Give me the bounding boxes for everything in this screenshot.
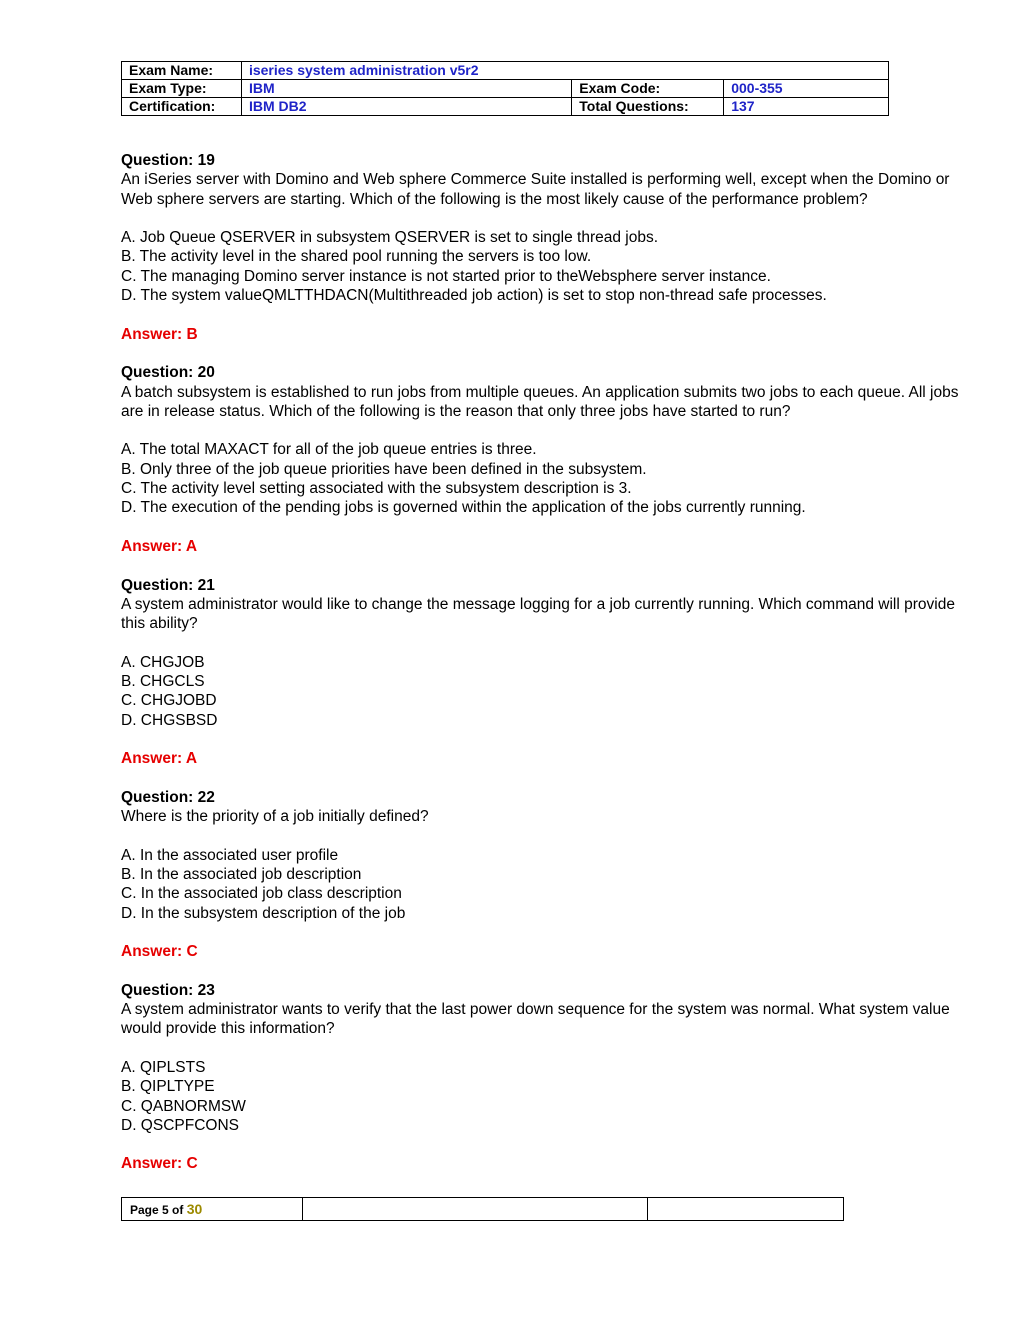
answer-options — [121, 1058, 981, 1135]
option-d: D. CHGSBSD — [121, 711, 218, 729]
exam-name-label: Exam Name: — [122, 62, 242, 80]
option-c: C. In the associated job class description — [121, 885, 402, 903]
option-c: C. QABNORMSW — [121, 1097, 246, 1115]
question-block — [121, 788, 981, 962]
exam-name-value: iseries system administration v5r2 — [241, 62, 888, 80]
option-a: A. In the associated user profile — [121, 846, 339, 864]
question-title: Question: 21 — [121, 576, 215, 594]
footer-table — [121, 1197, 844, 1221]
exam-type-value: IBM — [241, 80, 571, 98]
question-title: Question: 19 — [121, 152, 215, 169]
option-b: B. QIPLTYPE — [121, 1078, 215, 1096]
footer-cell-empty — [648, 1198, 844, 1221]
option-b: B. In the associated job description — [121, 865, 362, 883]
answer-options — [121, 228, 981, 305]
exam-type-label: Exam Type: — [122, 80, 242, 98]
question-title: Question: 23 — [121, 981, 215, 999]
question-text: A system administrator would like to change the message logging for a job currently running. Which command will provide this ability? — [121, 595, 955, 633]
total-pages: 30 — [186, 1201, 203, 1217]
question-block — [121, 981, 981, 1174]
answer-options — [121, 653, 981, 730]
answer-options — [121, 846, 981, 923]
total-questions-value: 137 — [724, 98, 889, 116]
option-b: B. CHGCLS — [121, 673, 205, 691]
option-b: B. Only three of the job queue priorities have been defined in the subsystem. — [121, 460, 647, 478]
certification-value: IBM DB2 — [241, 98, 571, 116]
answer-text: Answer: A — [121, 537, 198, 555]
question-text: A batch subsystem is established to run jobs from multiple queues. An application submits two jobs to each queue. All jobs are in release status. Which of the following is the reason that only three jobs have started to run? — [121, 383, 959, 420]
exam-code-value: 000-355 — [724, 80, 889, 98]
exam-info-table — [121, 61, 889, 116]
question-block — [121, 151, 981, 344]
question-title: Question: 20 — [121, 364, 215, 382]
question-title: Question: 22 — [121, 788, 215, 806]
option-a: A. QIPLSTS — [121, 1058, 206, 1076]
questions-list — [121, 151, 981, 1193]
certification-label: Certification: — [122, 98, 242, 116]
option-a: A. CHGJOB — [121, 653, 205, 671]
total-questions-label: Total Questions: — [572, 98, 724, 116]
page-label: Page 5 of — [130, 1203, 187, 1217]
option-c: C. The activity level setting associated with the subsystem description is 3. — [121, 480, 632, 498]
question-text: A system administrator wants to verify that the last power down sequence for the system was normal. What system value would provide this information? — [121, 1001, 950, 1038]
option-d: D. QSCPFCONS — [121, 1116, 239, 1134]
exam-code-label: Exam Code: — [572, 80, 724, 98]
answer-text: Answer: B — [121, 325, 198, 343]
option-c: C. The managing Domino server instance is not started prior to theWebsphere server instance. — [121, 267, 771, 285]
answer-text: Answer: C — [121, 943, 198, 961]
option-c: C. CHGJOBD — [121, 692, 217, 710]
question-text: An iSeries server with Domino and Web sphere Commerce Suite installed is performing well, except when the Domino or Web sphere servers are starting. Which of the following is the most likely cause of the performance problem? — [121, 171, 950, 208]
answer-text: Answer: C — [121, 1155, 198, 1173]
answer-options — [121, 440, 981, 517]
option-a: A. Job Queue QSERVER in subsystem QSERVER is set to single thread jobs. — [121, 229, 659, 247]
option-d: D. The system valueQMLTTHDACN(Multithreaded job action) is set to stop non-thread safe processes. — [121, 287, 827, 305]
question-block — [121, 576, 981, 769]
option-d: D. In the subsystem description of the job — [121, 904, 406, 922]
option-a: A. The total MAXACT for all of the job queue entries is three. — [121, 441, 537, 459]
question-block — [121, 363, 981, 556]
page-indicator — [122, 1198, 303, 1221]
option-d: D. The execution of the pending jobs is governed within the application of the jobs currently running. — [121, 499, 806, 517]
option-b: B. The activity level in the shared pool running the servers is too low. — [121, 248, 592, 266]
footer-cell-empty — [302, 1198, 647, 1221]
question-text: Where is the priority of a job initially defined? — [121, 808, 429, 826]
answer-text: Answer: A — [121, 750, 198, 768]
